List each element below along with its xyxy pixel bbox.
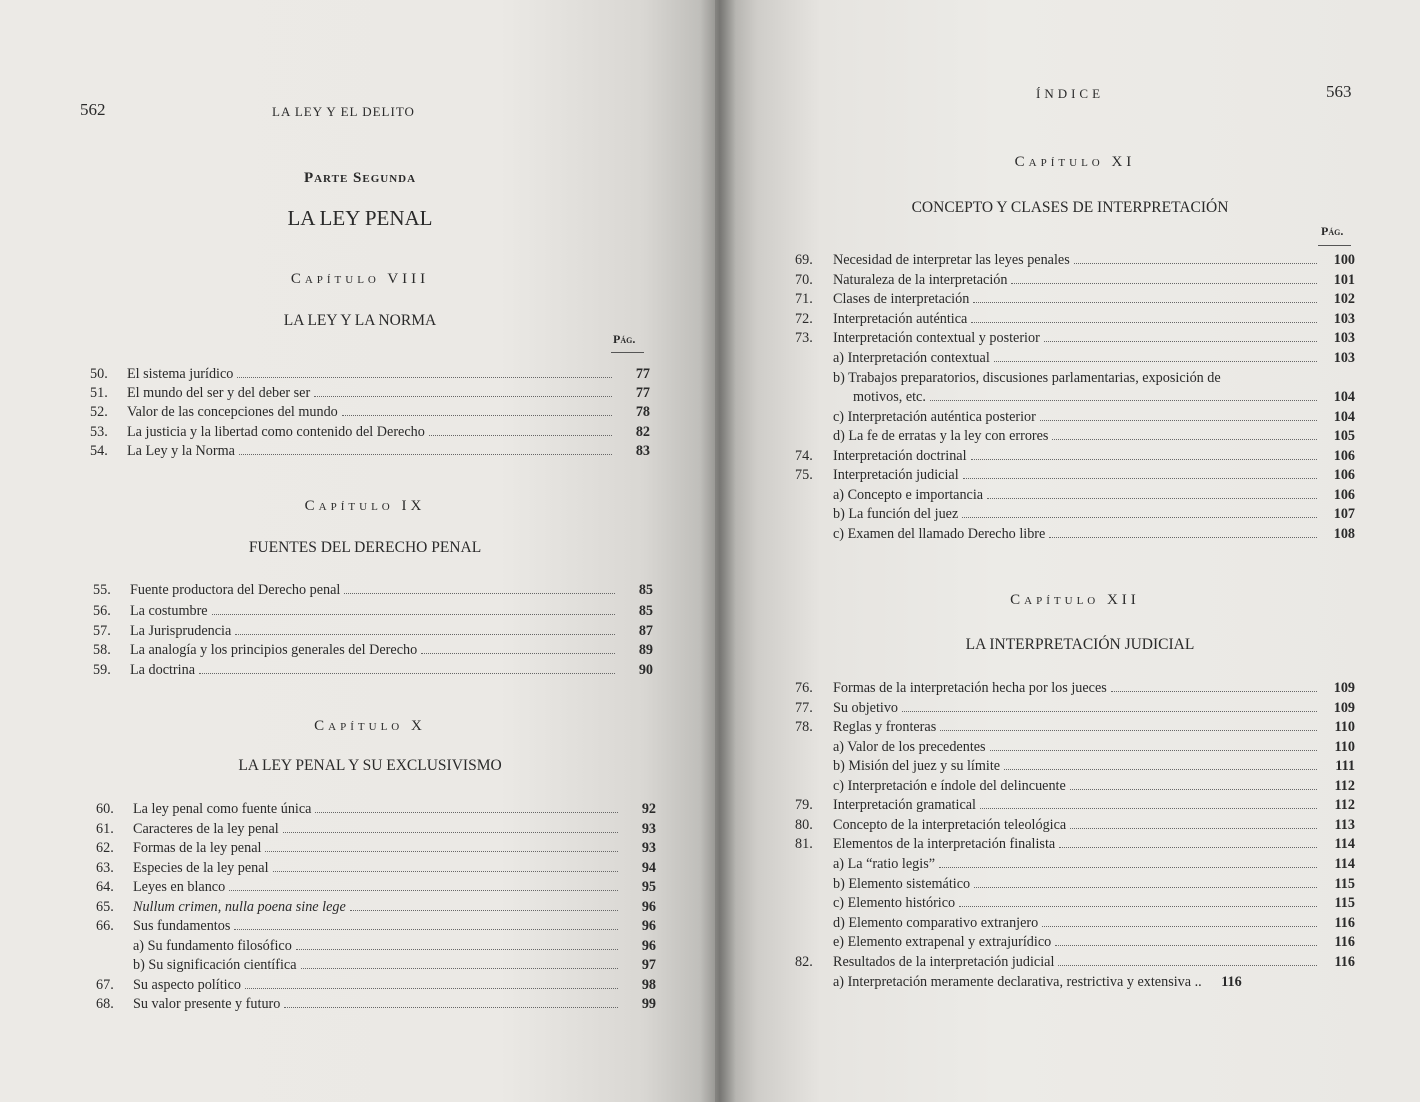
chapter-title: FUENTES DEL DERECHO PENAL bbox=[248, 539, 482, 556]
toc-entry: 52. Valor de las concepciones del mundo 78 bbox=[90, 404, 650, 420]
toc-subentry: a) Valor de los precedentes 110 bbox=[833, 739, 1355, 755]
right-page bbox=[715, 0, 1420, 1102]
part-label: Parte Segunda bbox=[303, 170, 417, 186]
toc-entry: 62. Formas de la ley penal 93 bbox=[96, 840, 656, 856]
toc-entry: 58. La analogía y los principios generales del Derecho 89 bbox=[93, 642, 653, 658]
toc-entry: 70. Naturaleza de la interpretación 101 bbox=[795, 272, 1355, 288]
toc-entry: 50. El sistema jurídico 77 bbox=[90, 366, 650, 382]
chapter-label: Capítulo XII bbox=[1010, 592, 1140, 608]
toc-entry: 82. Resultados de la interpretación judicial 116 bbox=[795, 954, 1355, 970]
chapter-label: Capítulo X bbox=[314, 718, 426, 734]
toc-subentry: d) La fe de erratas y la ley con errores 105 bbox=[833, 428, 1355, 444]
toc-subentry: c) Interpretación e índole del delincuente 112 bbox=[833, 778, 1355, 794]
toc-subentry-wrap: b) Trabajos preparatorios, discusiones parlamentarias, exposición de bbox=[833, 370, 1221, 386]
toc-entry: 64. Leyes en blanco 95 bbox=[96, 879, 656, 895]
toc-entry: 60. La ley penal como fuente única 92 bbox=[96, 801, 656, 817]
toc-entry: 63. Especies de la ley penal 94 bbox=[96, 860, 656, 876]
toc-subentry: a) La “ratio legis” 114 bbox=[833, 856, 1355, 872]
chapter-title: LA INTERPRETACIÓN JUDICIAL bbox=[965, 636, 1195, 653]
toc-entry: 76. Formas de la interpretación hecha por los jueces 109 bbox=[795, 680, 1355, 696]
toc-subentry: c) Elemento histórico 115 bbox=[833, 895, 1355, 911]
toc-entry: 75. Interpretación judicial 106 bbox=[795, 467, 1355, 483]
toc-subentry: a) Concepto e importancia 106 bbox=[833, 487, 1355, 503]
toc-subentry: b) Su significación científica 97 bbox=[133, 957, 656, 973]
toc-entry: 78. Reglas y fronteras 110 bbox=[795, 719, 1355, 735]
page-number-right: 563 bbox=[1326, 82, 1352, 101]
toc-subentry: c) Examen del llamado Derecho libre 108 bbox=[833, 526, 1355, 542]
toc-entry: 59. La doctrina 90 bbox=[93, 662, 653, 678]
pag-header: Pág. bbox=[613, 332, 636, 346]
toc-entry: 77. Su objetivo 109 bbox=[795, 700, 1355, 716]
toc-subentry: c) Interpretación auténtica posterior 104 bbox=[833, 409, 1355, 425]
toc-subentry: motivos, etc. 104 bbox=[853, 389, 1355, 405]
toc-subentry: d) Elemento comparativo extranjero 116 bbox=[833, 915, 1355, 931]
pag-rule bbox=[611, 352, 644, 353]
toc-entry: 53. La justicia y la libertad como contenido del Derecho 82 bbox=[90, 424, 650, 440]
running-head-left: LA LEY Y EL DELITO bbox=[272, 104, 415, 119]
pag-rule bbox=[1318, 245, 1351, 246]
toc-entry: 55. Fuente productora del Derecho penal 85 bbox=[93, 582, 653, 598]
toc-entry: 61. Caracteres de la ley penal 93 bbox=[96, 821, 656, 837]
toc-entry: 65. Nullum crimen, nulla poena sine lege 96 bbox=[96, 899, 656, 915]
toc-entry: 73. Interpretación contextual y posterior 103 bbox=[795, 330, 1355, 346]
pag-header: Pág. bbox=[1321, 224, 1344, 238]
toc-subentry: b) Misión del juez y su límite 111 bbox=[833, 758, 1355, 774]
toc-entry: 54. La Ley y la Norma 83 bbox=[90, 443, 650, 459]
book-gutter bbox=[700, 0, 736, 1102]
toc-entry: 67. Su aspecto político 98 bbox=[96, 977, 656, 993]
page-number-left: 562 bbox=[80, 100, 106, 119]
chapter-label: Capítulo VIII bbox=[290, 271, 430, 287]
toc-entry: 56. La costumbre 85 bbox=[93, 603, 653, 619]
toc-entry: 71. Clases de interpretación 102 bbox=[795, 291, 1355, 307]
chapter-title: CONCEPTO Y CLASES DE INTERPRETACIÓN bbox=[911, 199, 1229, 216]
toc-entry: 81. Elementos de la interpretación finalista 114 bbox=[795, 836, 1355, 852]
chapter-label: Capítulo XI bbox=[1014, 154, 1136, 170]
part-title: LA LEY PENAL bbox=[287, 206, 433, 230]
toc-subentry: b) La función del juez 107 bbox=[833, 506, 1355, 522]
toc-subentry: a) Su fundamento filosófico 96 bbox=[133, 938, 656, 954]
toc-subentry: a) Interpretación meramente declarativa, restrictiva y extensiva .. 116 bbox=[833, 974, 1242, 990]
chapter-title: LA LEY PENAL Y SU EXCLUSIVISMO bbox=[238, 757, 502, 774]
toc-subentry: b) Elemento sistemático 115 bbox=[833, 876, 1355, 892]
chapter-label: Capítulo IX bbox=[304, 498, 426, 514]
toc-entry: 72. Interpretación auténtica 103 bbox=[795, 311, 1355, 327]
chapter-title: LA LEY Y LA NORMA bbox=[283, 312, 437, 329]
toc-entry: 68. Su valor presente y futuro 99 bbox=[96, 996, 656, 1012]
toc-entry: 51. El mundo del ser y del deber ser 77 bbox=[90, 385, 650, 401]
toc-entry: 66. Sus fundamentos 96 bbox=[96, 918, 656, 934]
toc-entry: 79. Interpretación gramatical 112 bbox=[795, 797, 1355, 813]
toc-entry: 69. Necesidad de interpretar las leyes penales 100 bbox=[795, 252, 1355, 268]
running-head-right: ÍNDICE bbox=[1036, 86, 1105, 101]
toc-entry: 74. Interpretación doctrinal 106 bbox=[795, 448, 1355, 464]
toc-entry: 80. Concepto de la interpretación teleológica 113 bbox=[795, 817, 1355, 833]
toc-subentry: a) Interpretación contextual 103 bbox=[833, 350, 1355, 366]
toc-entry: 57. La Jurisprudencia 87 bbox=[93, 623, 653, 639]
toc-subentry: e) Elemento extrapenal y extrajurídico 116 bbox=[833, 934, 1355, 950]
